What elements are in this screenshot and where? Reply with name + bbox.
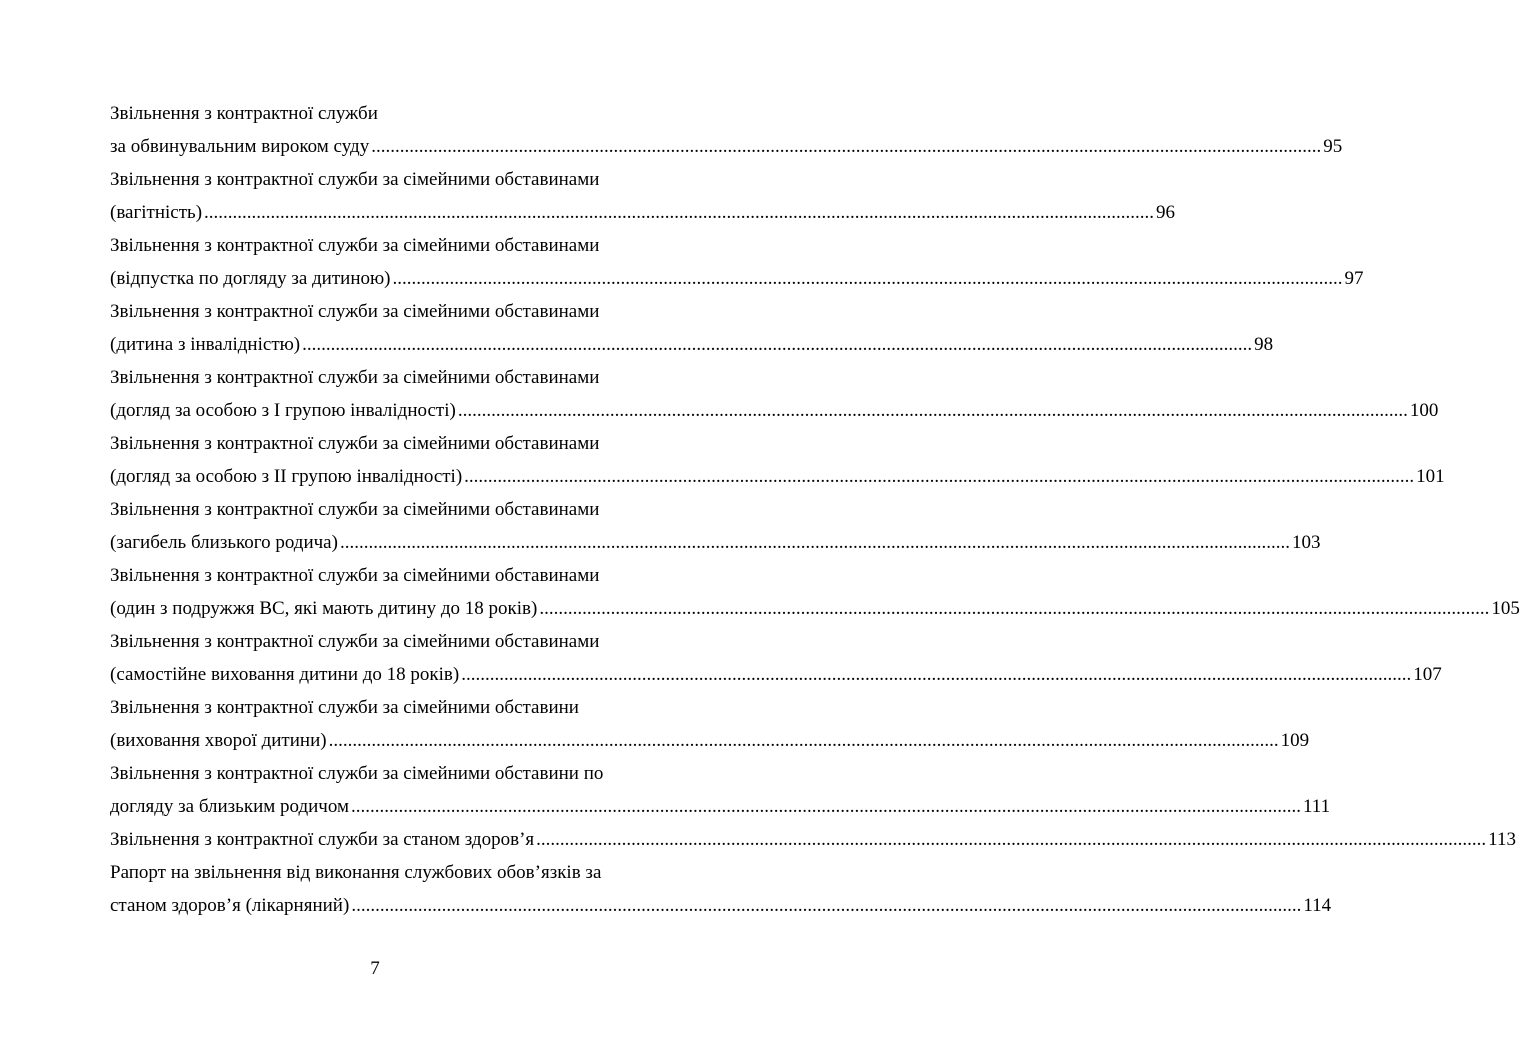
toc-line-text: Рапорт на звільнення від виконання службових обов’язків за	[110, 862, 602, 883]
dot-leader: ........................................................................................................................................................................................................	[461, 664, 1412, 685]
dot-leader: ........................................................................................................................................................................................................	[339, 532, 1290, 553]
toc-line-text: (догляд за особою з II групою інвалідності)	[110, 466, 463, 487]
toc-page-number: 103	[1291, 532, 1321, 553]
toc-line	[110, 232, 599, 260]
toc-line-text: Звільнення з контрактної служби за сімейними обставинами	[110, 631, 600, 652]
toc-entry	[110, 892, 1332, 920]
toc-entry	[110, 133, 1343, 161]
toc-line	[110, 562, 599, 590]
toc-line	[110, 760, 603, 788]
toc-line	[110, 364, 599, 392]
toc-page-number: 111	[1303, 796, 1331, 817]
toc-page-number: 113	[1488, 829, 1516, 850]
toc-line-text: Звільнення з контрактної служби за сімейними обставини	[110, 697, 579, 718]
toc-page-number: 95	[1323, 136, 1343, 157]
dot-leader: ........................................................................................................................................................................................................	[392, 268, 1343, 289]
dot-leader: ........................................................................................................................................................................................................	[457, 400, 1408, 421]
toc-entry	[110, 199, 1176, 227]
toc-entry	[110, 826, 1516, 854]
dot-leader: ........................................................................................................................................................................................................	[536, 829, 1487, 850]
toc-line-text: Звільнення з контрактної служби за сімейними обставинами	[110, 499, 600, 520]
page-number: 7	[370, 958, 380, 979]
toc-line-text: (догляд за особою з I групою інвалідності)	[110, 400, 456, 421]
dot-leader: ........................................................................................................................................................................................................	[539, 598, 1490, 619]
toc-page-number: 107	[1413, 664, 1442, 685]
toc-line-text: догляду за близьким родичом	[110, 796, 350, 817]
toc-line-text: Звільнення з контрактної служби за станом здоров’я	[110, 829, 535, 850]
toc-entry	[110, 793, 1331, 821]
toc-line	[110, 166, 599, 194]
toc-entry	[110, 331, 1274, 359]
toc-line-text: (виховання хворої дитини)	[110, 730, 327, 751]
toc-line-text: станом здоров’я (лікарняний)	[110, 895, 350, 916]
toc-line	[110, 694, 579, 722]
dot-leader: ........................................................................................................................................................................................................	[351, 796, 1302, 817]
dot-leader: ........................................................................................................................................................................................................	[328, 730, 1279, 751]
toc-line-text: за обвинувальним вироком суду	[110, 136, 370, 157]
dot-leader: ........................................................................................................................................................................................................	[371, 136, 1322, 157]
toc-page-number: 114	[1303, 895, 1332, 916]
toc-line-text: (вагітність)	[110, 202, 203, 223]
toc-line	[110, 859, 601, 887]
dot-leader: ........................................................................................................................................................................................................	[351, 895, 1302, 916]
dot-leader: ........................................................................................................................................................................................................	[204, 202, 1155, 223]
toc-line	[110, 430, 599, 458]
toc-line-text: (загибель близького родича)	[110, 532, 338, 553]
toc-line-text: Звільнення з контрактної служби за сімейними обставинами	[110, 367, 600, 388]
toc-line-text: Звільнення з контрактної служби за сімейними обставини по	[110, 763, 604, 784]
toc-line	[110, 100, 378, 128]
toc-page-number: 97	[1344, 268, 1364, 289]
toc-entry	[110, 529, 1321, 557]
toc-page-number: 96	[1156, 202, 1176, 223]
toc-page-number: 100	[1409, 400, 1439, 421]
toc-page-number: 105	[1491, 598, 1520, 619]
toc-line	[110, 298, 599, 326]
toc-line-text: (відпустка по догляду за дитиною)	[110, 268, 391, 289]
toc-entry	[110, 463, 1445, 491]
toc-line	[110, 496, 599, 524]
toc-entry	[110, 661, 1442, 689]
toc-line-text: Звільнення з контрактної служби за сімейними обставинами	[110, 433, 600, 454]
toc-entry	[110, 727, 1310, 755]
toc-page-number: 98	[1254, 334, 1274, 355]
toc-line-text: (самостійне виховання дитини до 18 років)	[110, 664, 460, 685]
toc-entry	[110, 595, 1520, 623]
toc-entry	[110, 265, 1364, 293]
toc-page-number: 101	[1416, 466, 1445, 487]
dot-leader: ........................................................................................................................................................................................................	[302, 334, 1253, 355]
toc-line-text: Звільнення з контрактної служби за сімейними обставинами	[110, 565, 600, 586]
toc-line-text: Звільнення з контрактної служби за сімейними обставинами	[110, 169, 600, 190]
toc-entry	[110, 397, 1439, 425]
toc-line-text: Звільнення з контрактної служби за сімейними обставинами	[110, 301, 600, 322]
toc-line-text: Звільнення з контрактної служби за сімейними обставинами	[110, 235, 600, 256]
toc-line-text: (один з подружжя ВС, які мають дитину до 18 років)	[110, 598, 538, 619]
toc-line-text: Звільнення з контрактної служби	[110, 103, 378, 124]
toc-page-number: 109	[1280, 730, 1310, 751]
dot-leader: ........................................................................................................................................................................................................	[464, 466, 1415, 487]
toc-line-text: (дитина з інвалідністю)	[110, 334, 301, 355]
toc-line	[110, 628, 599, 656]
